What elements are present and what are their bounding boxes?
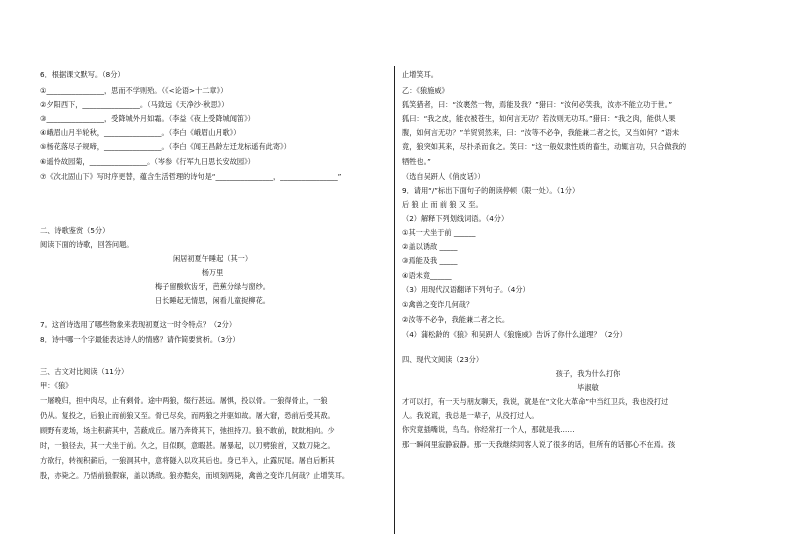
left-text-line: ⑦《次北固山下》写时序更替，蕴含生活哲理的诗句是“________________，________________” (40, 172, 342, 181)
right-text-line: 狐笑猎者，曰：“汝裹然一物，焉能及我？”猎曰：“汝何必笑我，汝亦不能立功于世。” (402, 100, 673, 109)
left-text-line: 7。这首诗选用了哪些物象来表现初夏这一时令特点？（2分） (40, 320, 237, 329)
right-text-line: 毕淑敏 (577, 383, 599, 392)
left-text-line: 时，一狼径去，其一犬坐于前。久之，目似瞑，意暇甚。屠暴起，以刀劈狼首，又数刀毙之。 (40, 441, 335, 450)
left-text-line: ⑤杨花落尽子规啼，________________。（李白《闻王昌龄左迁龙标遥有此寄》） (40, 142, 291, 151)
right-text-line: （2）解释下列划线词语。（4分） (402, 214, 509, 223)
right-text-line: 狐曰：“我之皮，能衣被苍生，如何言无功？若汝则无功耳。”猎曰：“我之肉，能供人果 (402, 114, 676, 123)
right-text-line: ②盖以诱敌 _____ (402, 242, 458, 251)
right-text-line: 牺牲也。” (402, 157, 431, 166)
right-text-line: 乙：《狼施威》 (402, 86, 449, 95)
right-text-line: （3）用现代汉语翻译下列句子。（4分） (402, 285, 530, 294)
left-text-line: 8．诗中哪一个字最能表达诗人的情感？请作简要赏析。（3分） (40, 335, 240, 344)
right-text-line: 孩子，我为什么打你 (555, 369, 621, 378)
left-text-line: 股，亦毙之。乃悟前狼假寐，盖以诱敌。狼亦黠矣，而顷刻两毙，禽兽之变诈几何哉？止增笑耳。 (40, 471, 350, 480)
right-text-line: 止增笑耳。 (402, 70, 438, 79)
left-text-line: 6．根据课文默写。（8分） (40, 70, 125, 79)
left-text-line: ③________________，受降城外月如霜。（李益《夜上受降城闻笛》） (40, 114, 255, 123)
right-text-line: 后 狼 止 而 前 狼 又 至。 (402, 200, 483, 209)
left-text-line: 闲居初夏午睡起（其一） (172, 254, 253, 263)
left-text-line: 梅子留酸软齿牙，芭蕉分绿与窗纱。 (154, 282, 270, 291)
left-text-line: ②夕阳西下，________________。（马致远《天净沙·秋思》） (40, 100, 229, 109)
right-text-line: 才可以打，有一天与朋友聊天，我说，就是在“文化大革命”中当红卫兵，我也没打过 (402, 397, 669, 406)
right-text-line: ①禽兽之变诈几何哉？ (402, 300, 474, 309)
right-text-line: ①其一犬坐于前 ______ (402, 228, 476, 237)
left-text-line: 杨万里 (201, 268, 224, 277)
left-text-line: ⑥遥怜故园菊，________________。（岑参《行军九日思长安故园》） (40, 157, 255, 166)
left-text-line: 阅读下面的诗歌，回答问题。 (40, 240, 134, 249)
right-text-line: ②汝等不必争，我能兼二者之长。 (402, 315, 510, 324)
right-text-line: 你究竟插嘴说，鸟鸟。你经常打一个人，那就是我…… (402, 425, 575, 434)
column-divider (394, 66, 395, 534)
right-text-line: 四、现代文阅读（23分） (402, 355, 484, 364)
left-text-line: 方欲行，转视积薪后，一狼洞其中，意将隧入以攻其后也。身已半入，止露尻尾。屠自后断其 (40, 456, 335, 465)
left-text-line: 二、诗歌鉴赏（5分） (40, 226, 110, 235)
right-text-line: （选自吴趼人《俏皮话》） (402, 172, 485, 181)
left-text-line: 仍从。复投之，后狼止而前狼又至。骨已尽矣，而两狼之并驱如故。屠大窘，恐前后受其敌。 (40, 411, 335, 420)
right-text-line: 腹，如何言无功？”羊贸贸然来，曰：“汝等不必争，我能兼二者之长，又当如何？”语未 (402, 128, 680, 137)
left-text-line: ④峨眉山月半轮秋，________________。（李白《峨眉山月歌》） (40, 128, 241, 137)
left-text-line: 甲：《狼》 (40, 381, 73, 390)
right-text-line: 那一瞬间里寂静寂静。那一天我继续同客人说了很多的话，但所有的话都心不在焉。孩 (402, 440, 676, 449)
right-text-line: ④语未竟______ (402, 271, 452, 280)
right-text-line: 9．请用“/”标出下面句子的朗读停顿（限一处）。（1分） (402, 186, 580, 195)
right-text-line: 人。我说谎，我总是一辈子，从没打过人。 (402, 411, 539, 420)
left-text-line: 三、古文对比阅读（11分） (40, 367, 129, 376)
right-text-line: （4）蒲松龄的《狼》和吴趼人《狼施威》告诉了你什么道理？（2分） (402, 330, 627, 339)
left-text-line: ①________________，思而不学则殆。（《<论语>十二章》） (40, 86, 228, 95)
left-text-line: 一屠晚归，担中肉尽，止有剩骨。途中两狼，缀行甚远。屠惧，投以骨。一狼得骨止，一狼 (40, 396, 328, 405)
left-text-line: 日长睡起无情思，闲看儿童捉柳花。 (154, 296, 270, 305)
left-text-line: 顾野有麦场，场主积薪其中，苫蔽成丘。屠乃奔倚其下，弛担持刀。狼不敢前，眈眈相向。少 (40, 426, 335, 435)
right-text-line: 竟，狼突如其来，尽扑杀而食之。笑曰：“这一般奴隶性质的畜生，动辄言功，只合做我的 (402, 142, 687, 151)
right-text-line: ③焉能及我 _____ (402, 256, 458, 265)
